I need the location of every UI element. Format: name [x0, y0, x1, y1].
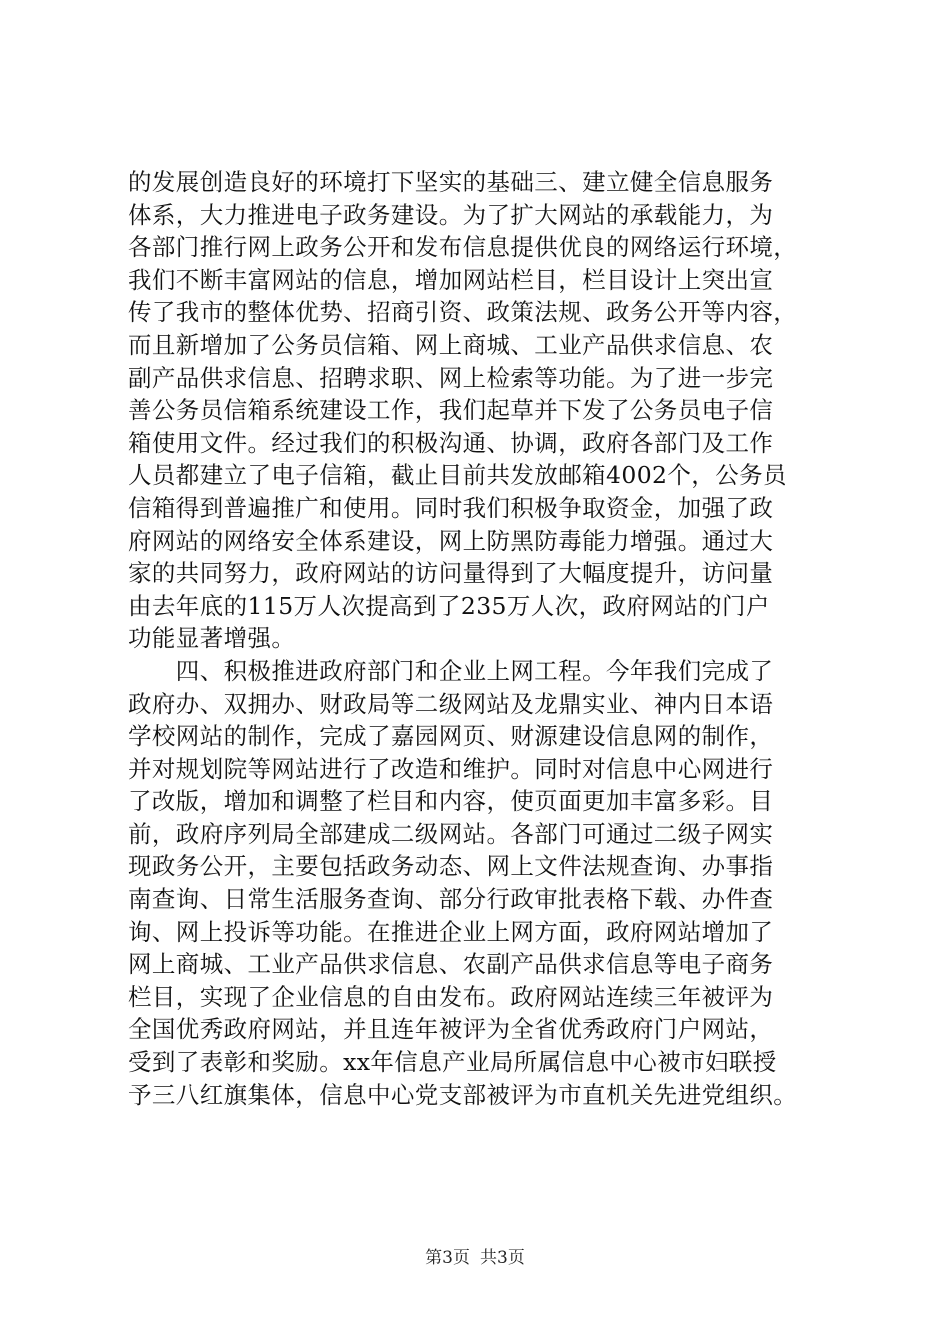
text-line: 予三八红旗集体，信息中心党支部被评为市直机关先进党组织。: [128, 1080, 798, 1109]
text-line: 四、积极推进政府部门和企业上网工程。今年我们完成了: [128, 656, 774, 685]
text-line: 了改版，增加和调整了栏目和内容，使页面更加丰富多彩。目: [128, 787, 774, 816]
text-line: 副产品供求信息、招聘求职、网上检索等功能。为了进一步完: [128, 363, 774, 392]
text-line: 栏目，实现了企业信息的自由发布。政府网站连续三年被评为: [128, 982, 774, 1011]
text-line: 并对规划院等网站进行了改造和维护。同时对信息中心网进行: [128, 754, 774, 783]
page-number: 第3页: [425, 1248, 470, 1268]
text-line: 箱使用文件。经过我们的积极沟通、协调，政府各部门及工作: [128, 428, 774, 457]
text-line: 询、网上投诉等功能。在推进企业上网方面，政府网站增加了: [128, 917, 774, 946]
document-body: [128, 166, 834, 1111]
text-line: 各部门推行网上政务公开和发布信息提供优良的网络运行环境，: [128, 233, 798, 262]
text-line: 而且新增加了公务员信箱、网上商城、工业产品供求信息、农: [128, 330, 774, 359]
text-line: 全国优秀政府网站，并且连年被评为全省优秀政府门户网站，: [128, 1015, 774, 1044]
text-line: 传了我市的整体优势、招商引资、政策法规、政务公开等内容，: [128, 298, 798, 327]
text-line: 善公务员信箱系统建设工作，我们起草并下发了公务员电子信: [128, 396, 774, 425]
text-line: 受到了表彰和奖励。xx年信息产业局所属信息中心被市妇联授: [128, 1048, 777, 1077]
text-line: 由去年底的115万人次提高到了235万人次，政府网站的门户: [128, 591, 770, 620]
text-line: 人员都建立了电子信箱，截止目前共发放邮箱4002个，公务员: [128, 461, 787, 490]
page-total: 共3页: [480, 1248, 525, 1268]
text-line: 网上商城、工业产品供求信息、农副产品供求信息等电子商务: [128, 950, 774, 979]
text-line: 的发展创造良好的环境打下坚实的基础三、建立健全信息服务: [128, 168, 774, 196]
text-line: 家的共同努力，政府网站的访问量得到了大幅度提升，访问量: [128, 559, 774, 588]
text-line: 政府办、双拥办、财政局等二级网站及龙鼎实业、神内日本语: [128, 689, 774, 718]
text-line: 功能显著增强。: [128, 624, 296, 653]
text-line: 前，政府序列局全部建成二级网站。各部门可通过二级子网实: [128, 819, 774, 848]
text-line: 体系，大力推进电子政务建设。为了扩大网站的承载能力，为: [128, 200, 774, 229]
text-line: 我们不断丰富网站的信息，增加网站栏目，栏目设计上突出宣: [128, 265, 774, 294]
page-footer: [0, 1243, 950, 1268]
text-line: 府网站的网络安全体系建设，网上防黑防毒能力增强。通过大: [128, 526, 774, 555]
text-line: 南查询、日常生活服务查询、部分行政审批表格下载、办件查: [128, 885, 774, 914]
text-line: 信箱得到普遍推广和使用。同时我们积极争取资金，加强了政: [128, 493, 774, 522]
text-line: 现政务公开，主要包括政务动态、网上文件法规查询、办事指: [128, 852, 774, 881]
text-line: 学校网站的制作，完成了嘉园网页、财源建设信息网的制作，: [128, 722, 774, 751]
